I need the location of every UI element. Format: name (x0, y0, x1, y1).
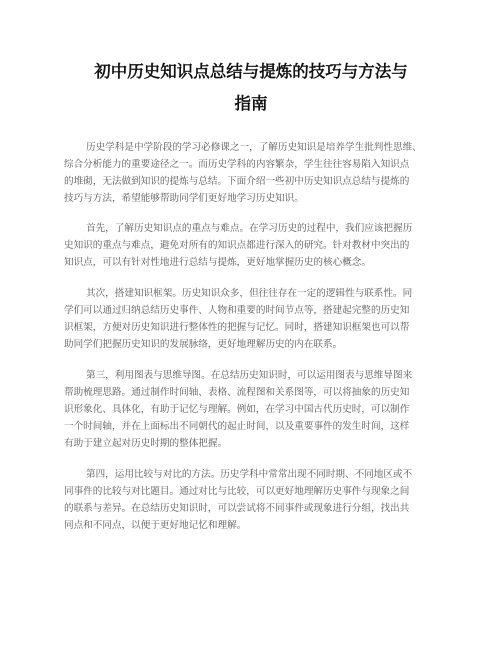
paragraph-line: 同点和不同点，以便于更好地记忆和理解。 (64, 520, 247, 531)
paragraph-line: 历史学科是中学阶段的学习必修课之一，了解历史知识是培养学生批判性思维、 (86, 142, 422, 153)
paragraph-line: 识框架，方便对历史知识进行整体性的把握与记忆。同时，搭建知识框架也可以帮 (64, 322, 410, 333)
paragraph-line: 首先，了解历史知识点的重点与难点。在学习历史的过程中，我们应该把握历 (86, 223, 413, 234)
paragraph-line: 其次，搭建知识框架。历史知识众多，但往往存在一定的逻辑性与联系性。同 (86, 288, 413, 299)
paragraph-line: 史知识的重点与难点，避免对所有的知识点都进行深入的研究。针对教材中突出的 (64, 240, 410, 251)
paragraph-line: 有助于建立起对历史时期的整体把握。 (64, 438, 228, 449)
paragraph-line: 同事件的比较与对比题目。通过对比与比较，可以更好地理解历史事件与现象之间 (64, 486, 410, 497)
paragraph-line: 识形象化、具体化，有助于记忆与理解。例如，在学习中国古代历史时，可以制作 (64, 404, 410, 415)
paragraph-line: 一个时间轴，并在上面标出不同朝代的起止时间，以及重要事件的发生时间，这样 (64, 421, 410, 432)
paragraph-line: 的联系与差异。在总结历史知识时，可以尝试将不同事件或现象进行分组，找出共 (64, 503, 410, 514)
paragraph-line: 第四，运用比较与对比的方法。历史学科中常常出现不同时期、不同地区或不 (86, 469, 413, 480)
paragraph-line: 的堆砌，无法做到知识的提炼与总结。下面介绍一些初中历史知识点总结与提炼的 (64, 176, 410, 187)
paragraph-line: 学们可以通过归纳总结历史事件、人物和重要的时间节点等，搭建起完整的历史知 (64, 305, 410, 316)
paragraph-line: 综合分析能力的重要途径之一。而历史学科的内容繁杂，学生往往容易陷入知识点 (64, 159, 410, 170)
paragraph-line: 助同学们把握历史知识的发展脉络，更好地理解历史的内在联系。 (64, 339, 343, 350)
paragraph-line: 帮助梳理思路。通过制作时间轴、表格、流程图和关系图等，可以将抽象的历史知 (64, 387, 410, 398)
document-title-line-2: 指南 (234, 94, 268, 113)
paragraph-line: 技巧与方法，希望能够帮助同学们更好地学习历史知识。 (64, 193, 304, 204)
paragraph-line: 知识点，可以有针对性地进行总结与提炼，更好地掌握历史的核心概念。 (64, 257, 371, 268)
paragraph-line: 第三，利用图表与思维导图。在总结历史知识时，可以运用图表与思维导图来 (86, 370, 413, 381)
document-title-line-1: 初中历史知识点总结与提炼的技巧与方法与 (94, 62, 408, 81)
